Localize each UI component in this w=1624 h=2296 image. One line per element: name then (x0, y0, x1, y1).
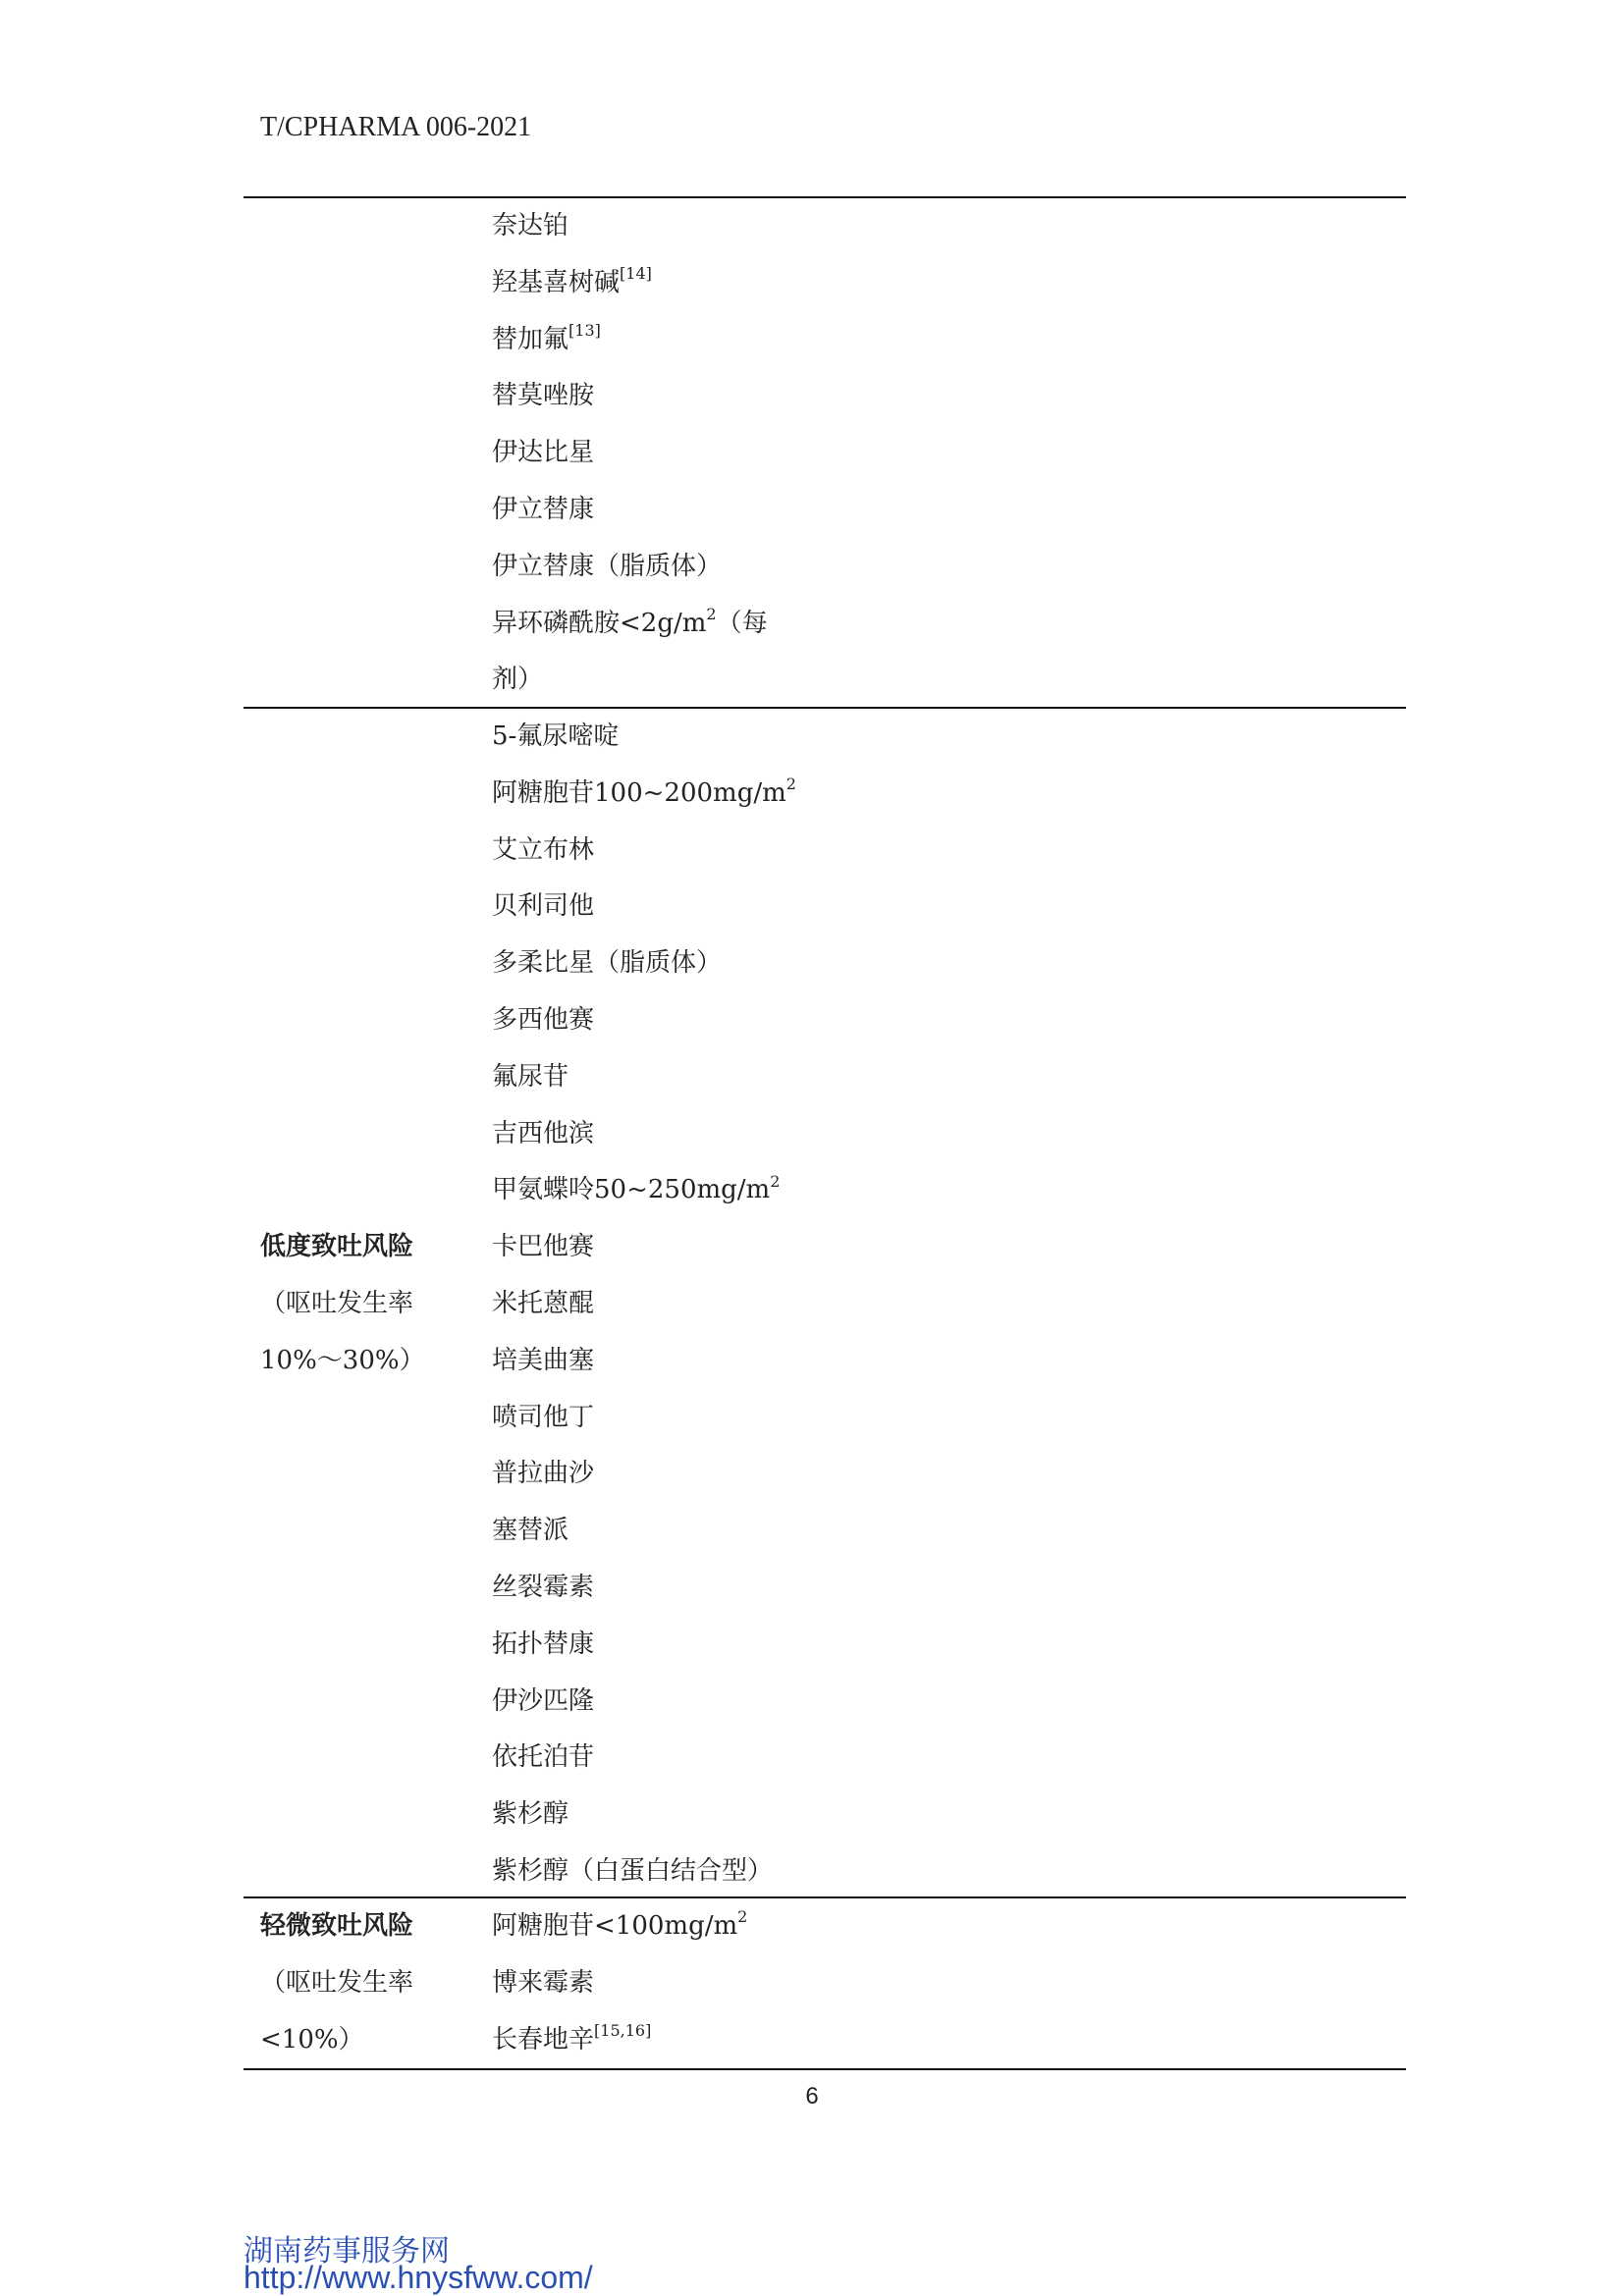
category-title: 轻微致吐风险 (260, 1911, 414, 1941)
drug-name: 伊达比星 (492, 438, 595, 468)
drug-list (492, 709, 1179, 1900)
drug-name: 异环磷酰胺<2g/m (492, 608, 707, 638)
superscript: 2 (770, 1171, 781, 1191)
superscript: [14] (620, 264, 652, 284)
drug-item (492, 1390, 1179, 1447)
drug-item (492, 1617, 1179, 1674)
page-number: 6 (805, 2083, 819, 2109)
drug-name: 依托泊苷 (492, 1742, 595, 1773)
superscript: 2 (737, 1907, 748, 1927)
drug-name: 伊立替康 (492, 494, 595, 524)
drug-item (492, 1503, 1179, 1560)
superscript: 2 (706, 604, 717, 623)
drug-name: 甲氨蝶呤50~250mg/m (492, 1175, 771, 1205)
drug-item (492, 652, 1179, 709)
drug-name: 米托蒽醌 (492, 1288, 595, 1318)
drug-name: 吉西他滨 (492, 1118, 595, 1148)
drug-item (492, 312, 1179, 369)
drug-name: 博来霉素 (492, 1967, 595, 1998)
watermark-site-name[interactable]: 湖南药事服务网 (244, 2234, 450, 2269)
category-cell (260, 1219, 457, 1389)
drug-item (492, 992, 1179, 1049)
drug-item (492, 1049, 1179, 1106)
drug-item (492, 766, 1179, 823)
drug-item (492, 425, 1179, 482)
drug-name: 丝裂霉素 (492, 1572, 595, 1602)
drug-name: 替加氟 (492, 324, 569, 354)
watermark-url[interactable]: http://www.hnysfww.com/ (244, 2260, 593, 2295)
category-title: 低度致吐风险 (260, 1232, 414, 1261)
drug-item (492, 709, 1179, 766)
drug-item (492, 255, 1179, 312)
category-rate: 10%～30%） (260, 1345, 425, 1375)
document-code: T/CPHARMA 006-2021 (260, 112, 532, 142)
drug-name: 多柔比星（脂质体） (492, 948, 723, 979)
drug-item (492, 1843, 1179, 1900)
superscript: [13] (568, 320, 601, 340)
drug-name: 拓扑替康 (492, 1629, 595, 1659)
drug-item (492, 1276, 1179, 1333)
drug-name: 贝利司他 (492, 891, 595, 922)
superscript: [15,16] (594, 2020, 652, 2040)
drug-name: 氟尿苷 (492, 1061, 569, 1092)
drug-list (492, 198, 1179, 709)
drug-item (492, 1898, 1179, 1955)
drug-name: 多西他赛 (492, 1004, 595, 1035)
drug-item (492, 1674, 1179, 1731)
category-rate: （呕吐发生率 (260, 1288, 414, 1318)
category-cell (260, 1898, 457, 2068)
drug-item (492, 1162, 1179, 1219)
drug-name: 紫杉醇（白蛋白结合型） (492, 1855, 774, 1886)
drug-item (492, 879, 1179, 935)
drug-item (492, 1106, 1179, 1163)
drug-name: 5-氟尿嘧啶 (492, 721, 620, 751)
drug-item (492, 482, 1179, 539)
drug-item (492, 2012, 1179, 2069)
drug-name: 伊沙匹隆 (492, 1685, 595, 1716)
drug-item (492, 1730, 1179, 1787)
drug-name: 剂） (492, 665, 544, 695)
drug-name-suffix: （每 (716, 608, 768, 638)
drug-name: 艾立布林 (492, 834, 595, 865)
category-rate: （呕吐发生率 (260, 1967, 414, 1998)
drug-name: 卡巴他赛 (492, 1232, 595, 1262)
drug-item (492, 823, 1179, 880)
drug-item (492, 368, 1179, 425)
drug-item (492, 1787, 1179, 1843)
drug-item (492, 1333, 1179, 1390)
drug-item (492, 935, 1179, 992)
drug-item (492, 1560, 1179, 1617)
drug-item (492, 596, 1179, 653)
drug-name: 紫杉醇 (492, 1799, 569, 1830)
drug-item (492, 1446, 1179, 1503)
drug-item (492, 198, 1179, 255)
drug-name: 长春地辛 (492, 2024, 595, 2055)
drug-item (492, 1219, 1179, 1276)
drug-name: 普拉曲沙 (492, 1459, 595, 1489)
category-rate: <10%） (260, 2024, 364, 2055)
drug-item (492, 539, 1179, 596)
drug-name: 培美曲塞 (492, 1345, 595, 1375)
drug-item (492, 1955, 1179, 2012)
drug-name: 阿糖胞苷100~200mg/m (492, 777, 786, 808)
drug-name: 喷司他丁 (492, 1402, 595, 1432)
drug-list (492, 1898, 1179, 2068)
drug-name: 替莫唑胺 (492, 381, 595, 411)
drug-name: 阿糖胞苷<100mg/m (492, 1911, 738, 1941)
superscript: 2 (785, 774, 796, 794)
drug-name: 塞替派 (492, 1516, 569, 1546)
drug-name: 羟基喜树碱 (492, 267, 621, 297)
table-bottom-rule (244, 2068, 1406, 2070)
drug-name: 伊立替康（脂质体） (492, 551, 723, 581)
drug-name: 奈达铂 (492, 211, 569, 240)
